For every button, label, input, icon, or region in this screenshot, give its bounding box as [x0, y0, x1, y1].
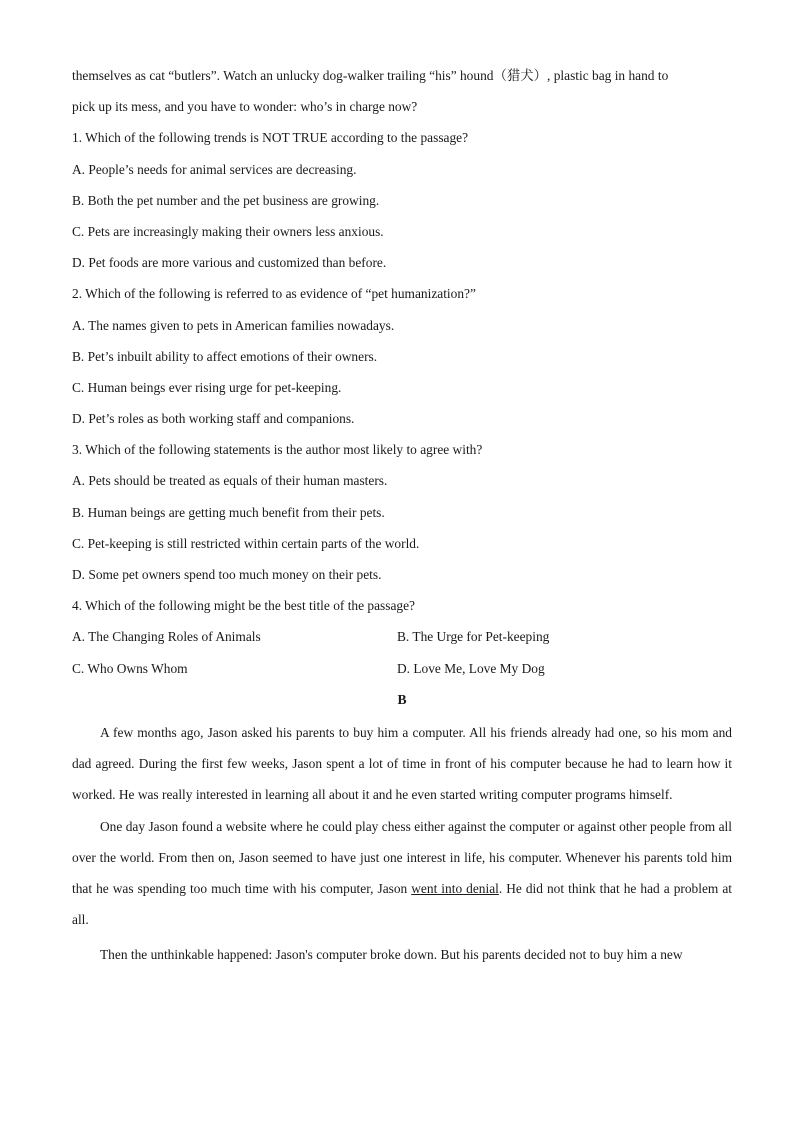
section-b-paragraph-1	[72, 717, 732, 811]
question-1-option-d: D. Pet foods are more various and customized than before.	[72, 255, 387, 271]
question-4-stem: 4. Which of the following might be the best title of the passage?	[72, 598, 415, 614]
section-b-paragraph-3-text: Then the unthinkable happened: Jason's computer broke down. But his parents decided not to buy him a new	[100, 947, 683, 963]
question-4-options-row-1	[72, 623, 732, 654]
question-2-option-c: C. Human beings ever rising urge for pet-keeping.	[72, 379, 342, 395]
section-b-paragraph-2	[72, 811, 732, 936]
section-b-paragraph-1-text: A few months ago, Jason asked his parents to buy him a computer. All his friends already had one, so his mom and dad agreed. During the first few weeks, Jason spent a lot of time in front of his computer because he had to learn how it worked. He was really interested in learning all about it and he even started writing computer programs himself.	[72, 724, 732, 803]
question-3-option-c: C. Pet-keeping is still restricted within certain parts of the world.	[72, 535, 420, 551]
question-1-option-c: C. Pets are increasingly making their owners less anxious.	[72, 223, 384, 239]
question-1-option-b: B. Both the pet number and the pet business are growing.	[72, 192, 380, 208]
document-page	[72, 62, 732, 971]
question-4-option-d: D. Love Me, Love My Dog	[397, 660, 545, 676]
question-1-stem: 1. Which of the following trends is NOT TRUE according to the passage?	[72, 130, 469, 146]
question-4-option-a: A. The Changing Roles of Animals	[72, 629, 261, 645]
question-1-option-a: A. People’s needs for animal services are decreasing.	[72, 161, 357, 177]
question-2-option-d: D. Pet’s roles as both working staff and companions.	[72, 411, 355, 427]
section-b-paragraph-3	[72, 939, 732, 970]
question-3-option-b: B. Human beings are getting much benefit from their pets.	[72, 504, 385, 520]
question-2-option-b: B. Pet’s inbuilt ability to affect emotions of their owners.	[72, 348, 378, 364]
question-3-stem: 3. Which of the following statements is the author most likely to agree with?	[72, 442, 483, 458]
section-b-paragraph-2-before: One day Jason found a website where he could play chess either against the computer or against other people from all over the world. From then on, Jason seemed to have just one interest in life, his computer. Whenever his parents told him that he was spending too much time with his computer, Jason	[72, 818, 732, 896]
question-2-option-a: A. The names given to pets in American families nowadays.	[72, 317, 395, 333]
question-3-option-a: A. Pets should be treated as equals of their human masters.	[72, 473, 388, 489]
section-b-title: B	[397, 691, 407, 707]
question-4-option-c: C. Who Owns Whom	[72, 660, 188, 676]
passage-a-line-1: themselves as cat “butlers”. Watch an unlucky dog-walker trailing “his” hound（猎犬）, plastic bag in hand to	[72, 68, 669, 83]
question-3-option-d: D. Some pet owners spend too much money on their pets.	[72, 567, 382, 582]
section-b-paragraph-2-after: . He did not think that he had a problem at all.	[72, 880, 732, 928]
question-4-options-row-2	[72, 655, 732, 686]
question-4-option-b: B. The Urge for Pet-keeping	[397, 629, 550, 645]
underlined-phrase: went into denial	[411, 880, 499, 896]
question-2-stem: 2. Which of the following is referred to as evidence of “pet humanization?”	[72, 286, 476, 302]
passage-a-line-2: pick up its mess, and you have to wonder: who’s in charge now?	[72, 99, 418, 115]
